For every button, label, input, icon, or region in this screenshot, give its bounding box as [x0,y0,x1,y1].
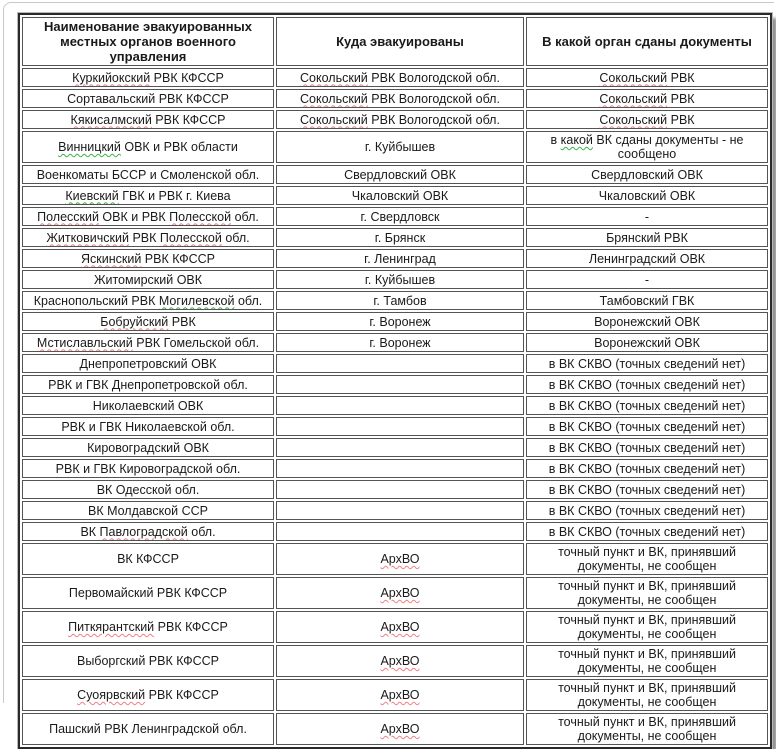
table-cell [276,270,524,289]
table-cell [276,438,524,457]
table-cell [22,131,274,163]
table-cell [526,68,768,87]
spellcheck-red-word: Сокольский [599,91,668,106]
column-header-destination: Куда эвакуированы [276,17,524,66]
text-segment: г. Куйбышев [364,140,436,154]
table-cell [276,165,524,184]
text-segment: ВК Одесской обл. [96,482,200,497]
document-table-container [18,13,772,749]
table-cell [526,375,768,394]
table-cell [22,543,274,575]
text-segment: Ленинградский ОВК [588,251,706,266]
table-cell [22,110,274,129]
table-cell [22,165,274,184]
table-cell [526,459,768,478]
text-segment: Кировоградский ОВК [87,440,209,455]
table-cell [526,522,768,541]
table-cell [276,207,524,226]
spellcheck-green-word: Киевский [65,188,119,203]
spellcheck-red-word: Полесский [37,209,99,224]
text-segment: Выборгский РВК КФССР [76,654,219,668]
spellcheck-red-word: Бобруйский [100,314,169,329]
text-segment: РВК Вологодской обл. [367,70,500,85]
table-cell [526,480,768,499]
text-segment: точный пункт и ВК, принявший документы, не сообщен [558,545,736,573]
table-row [22,375,768,394]
table-cell [276,89,524,108]
table-cell [22,228,274,247]
table-cell [276,713,524,745]
table-cell [526,270,768,289]
text-segment: РВК Гомельской обл. [132,335,260,350]
table-row [22,312,768,331]
text-segment: в ВК СКВО (точных сведений нет) [548,356,746,371]
table-row [22,522,768,541]
table-cell [276,249,524,268]
table-cell [22,291,274,310]
table-cell [526,645,768,677]
table-cell [276,543,524,575]
spellcheck-red-word: Мстиславльский [36,335,133,350]
table-cell [276,501,524,520]
table-cell [276,186,524,205]
table-row [22,186,768,205]
table-cell [276,291,524,310]
table-body [22,68,768,745]
table-row [22,396,768,415]
table-cell [526,501,768,520]
table-row [22,611,768,643]
table-cell [276,396,524,415]
text-segment: - [644,272,650,287]
table-cell [526,417,768,436]
table-cell [22,207,274,226]
text-segment: г. Брянск [374,230,426,245]
text-segment: РВК [128,230,160,245]
text-segment: Первомайский РВК КФССР [68,586,228,600]
table-cell [22,522,274,541]
text-segment: точный пункт и ВК, принявший документы, не сообщен [558,647,736,675]
table-cell [22,645,274,677]
table-cell [526,186,768,205]
table-cell [526,110,768,129]
text-segment: Брянский РВК [606,230,688,245]
table-row [22,480,768,499]
evacuated-commissariats-table [18,13,772,749]
table-cell [22,312,274,331]
spellcheck-red-word: Сокольский [599,112,668,127]
table-row [22,89,768,108]
table-cell [526,543,768,575]
spellcheck-red-word: АрхВО [380,688,420,702]
text-segment: в ВК СКВО (точных сведений нет) [548,482,746,497]
text-segment: РВК и ГВК Кировоградской обл. [55,461,241,476]
text-segment: ГВК и РВК г. Киева [118,188,231,203]
spellcheck-red-word: Житковичский [46,230,129,245]
spellcheck-red-word: Суоярвский [77,688,146,702]
spellcheck-red-word: Яскинский [81,251,142,266]
text-segment: точный пункт и ВК, принявший документы, не сообщен [558,715,736,743]
text-segment: в ВК СКВО (точных сведений нет) [548,503,746,518]
text-segment: в [550,133,561,147]
text-segment: г. Куйбышев [364,272,436,287]
spellcheck-red-word: АрхВО [380,722,420,736]
text-segment: в ВК СКВО (точных сведений нет) [548,440,746,455]
table-cell [22,249,274,268]
table-cell [22,480,274,499]
spellcheck-green-word: Винницкий [58,140,121,154]
text-segment: обл. [187,524,216,539]
table-cell [22,354,274,373]
spellcheck-red-word: Сокольский [300,70,368,85]
table-cell [22,89,274,108]
text-segment: Воронежский ОВК [594,314,700,329]
table-cell [526,354,768,373]
text-segment: ВК Молдавской ССР [87,503,209,518]
table-cell [276,333,524,352]
spellcheck-red-word: Сокольский [300,91,368,106]
text-segment: в ВК СКВО (точных сведений нет) [548,398,746,413]
table-cell [276,354,524,373]
text-segment: РВК Вологодской обл. [367,91,500,106]
text-segment: точный пункт и ВК, принявший документы, не сообщен [558,613,736,641]
text-segment: Свердловский ОВК [344,167,456,182]
table-cell [22,186,274,205]
text-segment: г. Воронеж [369,314,431,329]
text-segment: в ВК СКВО (точных сведений нет) [548,461,746,476]
text-segment: - [644,209,650,224]
text-segment: обл. [221,230,250,245]
table-cell [22,68,274,87]
table-cell [22,713,274,745]
text-segment: ВК сданы документы - не сообщено [592,133,744,161]
table-row [22,679,768,711]
table-cell [276,459,524,478]
text-segment: Чкаловский ОВК [351,188,449,203]
table-row [22,501,768,520]
table-row [22,417,768,436]
table-cell [276,110,524,129]
table-cell [526,679,768,711]
table-cell [276,375,524,394]
table-cell [276,68,524,87]
spellcheck-red-word: АрхВО [380,586,420,600]
table-cell [526,611,768,643]
text-segment: в ВК СКВО (точных сведений нет) [548,524,746,539]
table-cell [276,645,524,677]
table-cell [276,417,524,436]
table-row [22,228,768,247]
spellcheck-red-word: АрхВО [380,620,420,634]
table-cell [526,312,768,331]
text-segment: РВК КФССР [150,70,224,85]
text-segment: в ВК СКВО (точных сведений нет) [548,377,746,392]
table-cell [276,611,524,643]
table-cell [526,291,768,310]
text-segment: в ВК СКВО (точных сведений нет) [548,419,746,434]
spellcheck-green-word: какой [560,133,593,147]
text-segment: РВК и ГВК Николаевской обл. [61,419,235,434]
text-segment: Краснопольский РВК [33,293,159,308]
table-cell [22,333,274,352]
table-cell [526,207,768,226]
table-header-row [22,17,768,66]
table-cell [22,501,274,520]
table-cell [276,131,524,163]
spellcheck-red-word: АрхВО [380,552,420,566]
text-segment: РВК КФССР [154,620,228,634]
spellcheck-red-word: Куркийокский [72,70,151,85]
spellcheck-red-word: АрхВО [380,654,420,668]
table-cell [526,713,768,745]
spellcheck-red-word: Сокольский [300,112,368,127]
text-segment: РВК [667,91,695,106]
text-segment: РВК [168,314,196,329]
table-cell [22,611,274,643]
text-segment: г. Тамбов [373,293,427,308]
table-cell [276,679,524,711]
text-segment: Военкоматы БССР и Смоленской обл. [36,167,260,182]
text-segment: ОВК и РВК [98,209,170,224]
table-cell [22,459,274,478]
text-segment: Житомирский ОВК [93,272,203,287]
table-row [22,333,768,352]
table-row [22,207,768,226]
text-segment: Сортавальский РВК КФССР [67,91,229,106]
table-row [22,459,768,478]
table-cell [526,228,768,247]
text-segment: ВК КФССР [117,552,179,566]
table-cell [276,312,524,331]
table-cell [22,270,274,289]
text-segment: РВК [667,112,695,127]
table-row [22,110,768,129]
text-segment: Николаевский ОВК [92,398,204,413]
spellcheck-red-word: Кякисалмский [70,112,152,127]
table-row [22,438,768,457]
table-row [22,165,768,184]
spellcheck-red-word: Полесской [159,230,222,245]
table-cell [22,375,274,394]
text-segment: РВК КФССР [145,688,219,702]
text-segment: Пашский РВК Ленинградской обл. [49,722,247,736]
column-header-name: Наименование эвакуированных местных органов военного управления [22,17,274,66]
table-cell [276,480,524,499]
table-cell [526,165,768,184]
table-row [22,354,768,373]
spellcheck-red-word: Павлоградской [99,524,188,539]
text-segment: точный пункт и ВК, принявший документы, не сообщен [558,681,736,709]
table-cell [526,438,768,457]
table-row [22,645,768,677]
spellcheck-red-word: Сокольский [599,70,668,85]
text-segment: РВК Вологодской обл. [367,112,500,127]
table-row [22,270,768,289]
text-segment: обл. [231,209,259,224]
table-cell [526,89,768,108]
table-row [22,131,768,163]
text-segment: Днепропетровский ОВК [79,356,217,371]
text-segment: РВК КФССР [151,112,226,127]
table-cell [526,577,768,609]
text-segment: г. Свердловск [360,209,440,224]
table-cell [22,679,274,711]
table-row [22,249,768,268]
table-cell [526,131,768,163]
table-row [22,68,768,87]
text-segment: Воронежский ОВК [594,335,700,350]
text-segment: РВК [667,70,695,85]
text-segment: г. Ленинград [364,251,436,266]
table-cell [276,228,524,247]
table-cell [526,249,768,268]
table-row [22,713,768,745]
text-segment: г. Воронеж [369,335,431,350]
column-header-documents: В какой орган сданы документы [526,17,768,66]
text-segment: Тамбовский ГВК [599,293,695,308]
text-segment: ОВК и РВК области [120,140,238,154]
text-segment: РВК и ГВК Днепропетровской обл. [48,377,248,392]
table-cell [526,396,768,415]
table-cell [22,577,274,609]
text-segment: РВК КФССР [141,251,215,266]
text-segment: обл. [234,293,263,308]
text-segment: Свердловский ОВК [591,167,703,182]
table-cell [22,396,274,415]
table-cell [526,333,768,352]
table-row [22,291,768,310]
table-cell [276,522,524,541]
spellcheck-red-word: Полесской [169,209,232,224]
text-segment: точный пункт и ВК, принявший документы, не сообщен [558,579,736,607]
table-row [22,577,768,609]
text-segment: ВК [80,524,100,539]
table-cell [22,438,274,457]
spellcheck-green-word: Могилевской [158,293,235,308]
table-row [22,543,768,575]
table-cell [276,577,524,609]
text-segment: Чкаловский ОВК [598,188,696,203]
table-cell [22,417,274,436]
spellcheck-red-word: Питкярантский [68,620,155,634]
